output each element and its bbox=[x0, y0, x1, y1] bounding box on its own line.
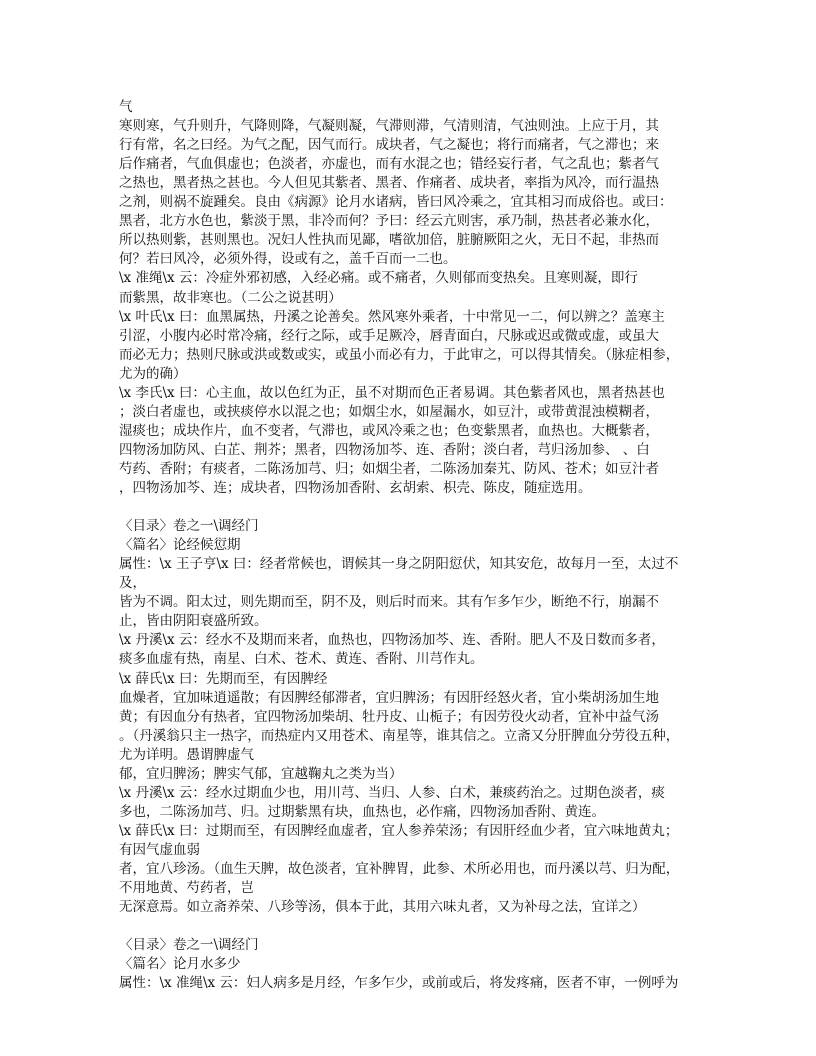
text-line: 引涩，小腹内必时常冷痛，经行之际，或手足厥冷，唇青面白，尺脉或迟或微或虚，或虽大 bbox=[119, 327, 659, 344]
text-line: 所以热则紫，甚则黑也。况妇人性执而见鄙，嗜欲加倍，脏腑厥阳之火，无日不起，非热而 bbox=[119, 232, 659, 249]
text-line: 寒则寒，气升则升，气降则降，气凝则凝，气滞则滞，气清则清，气浊则浊。上应于月，其 bbox=[119, 118, 659, 135]
text-line: ；淡白者虚也，或挟痰停水以混之也；如烟尘水，如屋漏水，如豆汁，或带黄混浊模糊者， bbox=[119, 403, 659, 420]
text-line: 芍药、香附；有痰者，二陈汤加芎、归；如烟尘者，二陈汤加秦艽、防风、苍术；如豆汁者 bbox=[119, 460, 659, 477]
text-line: 无深意焉。如立斋养荣、八珍等汤，俱本于此，其用六味丸者，又为补母之法，宜详之） bbox=[119, 899, 646, 916]
text-line: \x 李氏\x 曰：心主血，故以色红为正，虽不对期而色正者易调。其色紫者风也，黑者热甚也 bbox=[119, 384, 665, 401]
text-line: 多也，二陈汤加芎、归。过期紫黑有块，血热也，必作痛，四物汤加香附、黄连。 bbox=[119, 803, 605, 820]
text-line: 而必无力；热则尺脉或洪或数或实，或虽小而必有力，于此审之，可以得其情矣。（脉症相参， bbox=[119, 346, 680, 363]
text-line: 黑者，北方水色也，紫淡于黑，非冷而何？予曰：经云亢则害，承乃制，热甚者必兼水化， bbox=[119, 213, 659, 230]
text-line: 何？若曰风冷，必须外得，设或有之，盖千百而一二也。 bbox=[119, 251, 457, 268]
text-line: 者，宜八珍汤。（血生天脾，故色淡者，宜补脾胃，此参、术所必用也，而丹溪以芎、归为配， bbox=[119, 861, 680, 877]
text-line: 黄；有因血分有热者，宜四物汤加柴胡、牡丹皮、山栀子；有因劳役火动者，宜补中益气汤 bbox=[119, 708, 659, 725]
text-line: \x 准绳\x 云：冷症外邪初感，入经必痛。或不痛者，久则郁而变热矣。且寒则凝，即行 bbox=[119, 270, 638, 287]
text-line: 四物汤加防风、白芷、荆芥；黑者，四物汤加芩、连、香附；淡白者，芎归汤加参、 、白 bbox=[119, 441, 650, 458]
text-line: 后作痛者，气血俱虚也；色淡者，亦虚也，而有水混之也；错经妄行者，气之乱也；紫者气 bbox=[119, 156, 659, 173]
text-line: \x 薛氏\x 曰：先期而至，有因脾经 bbox=[119, 670, 328, 687]
text-line: \x 丹溪\x 云：经水不及期而来者，血热也，四物汤加芩、连、香附。肥人不及日数而多者， bbox=[119, 632, 665, 649]
text-line: 而紫黑，故非寒也。（二公之说甚明） bbox=[119, 289, 342, 306]
text-line: \x 丹溪\x 云：经水过期血少也，用川芎、当归、人参、白术，兼痰药治之。过期色淡者，痰 bbox=[119, 784, 665, 801]
text-line: 〈篇名〉论月水多少 bbox=[119, 956, 241, 973]
text-line: 行有常，名之曰经。为气之配，因气而行。成块者，气之凝也；将行而痛者，气之滞也；来 bbox=[119, 137, 659, 154]
text-line: 之热也，黑者热之甚也。今人但见其紫者、黑者、作痛者、成块者，率指为风冷，而行温热 bbox=[119, 175, 659, 192]
text-line: 气 bbox=[119, 99, 133, 115]
text-line: 之剂，则祸不旋踵矣。良由《病源》论月水诸病，皆曰风冷乘之，宜其相习而成俗也。或曰： bbox=[119, 194, 673, 211]
text-line: 郁，宜归脾汤；脾实气郁，宜越鞠丸之类为当） bbox=[119, 765, 403, 782]
text-line: 及， bbox=[119, 575, 146, 592]
text-line: 皆为不调。阳太过，则先期而至，阴不及，则后时而来。其有乍多乍少，断绝不行，崩漏不 bbox=[119, 594, 659, 611]
text-line: 不用地黄、芍药者，岂 bbox=[119, 880, 254, 897]
text-line: 〈篇名〉论经候愆期 bbox=[119, 537, 241, 554]
text-line: 血燥者，宜加味逍遥散；有因脾经郁滞者，宜归脾汤；有因肝经怒火者，宜小柴胡汤加生地 bbox=[119, 689, 659, 706]
text-line: 痰多血虚有热，南星、白术、苍术、黄连、香附、川芎作丸。 bbox=[119, 651, 484, 668]
text-line: 〈目录〉卷之一\调经门 bbox=[119, 937, 259, 954]
text-line: 尤为的确） bbox=[119, 365, 187, 382]
text-line: \x 薛氏\x 曰：过期而至，有因脾经血虚者，宜人参养荣汤；有因肝经血少者，宜六味地黄丸； bbox=[119, 822, 679, 839]
text-line: 尤为详明。愚谓脾虚气 bbox=[119, 746, 254, 763]
text-line: 〈目录〉卷之一\调经门 bbox=[119, 518, 259, 535]
text-line: \x 叶氏\x 曰：血黑属热，丹溪之论善矣。然风寒外乘者，十中常见一二，何以辨之？盖寒主 bbox=[119, 308, 665, 325]
text-line: 属性：\x 王子亨\x 曰：经者常候也，谓候其一身之阴阳愆伏，知其安危，故每月一至，太过不 bbox=[119, 556, 679, 573]
text-line: 湿痰也；成块作片，血不变者，气滞也，或风冷乘之也；色变紫黑者，血热也。大概紫者， bbox=[119, 422, 659, 439]
text-line: ，四物汤加芩、连；成块者，四物汤加香附、玄胡索、枳壳、陈皮，随症选用。 bbox=[119, 480, 592, 496]
text-line: 有因气虚血弱 bbox=[119, 841, 200, 858]
text-line: 止，皆由阴阳衰盛所致。 bbox=[119, 613, 268, 630]
text-line: 属性：\x 准绳\x 云：妇人病多是月经，乍多乍少，或前或后，将发疼痛，医者不审，一例呼为 bbox=[119, 975, 679, 992]
text-line: 。（丹溪翁只主一热字，而热症内又用苍术、南星等，谁其信之。立斋又分肝脾血分劳役五种， bbox=[119, 727, 680, 744]
